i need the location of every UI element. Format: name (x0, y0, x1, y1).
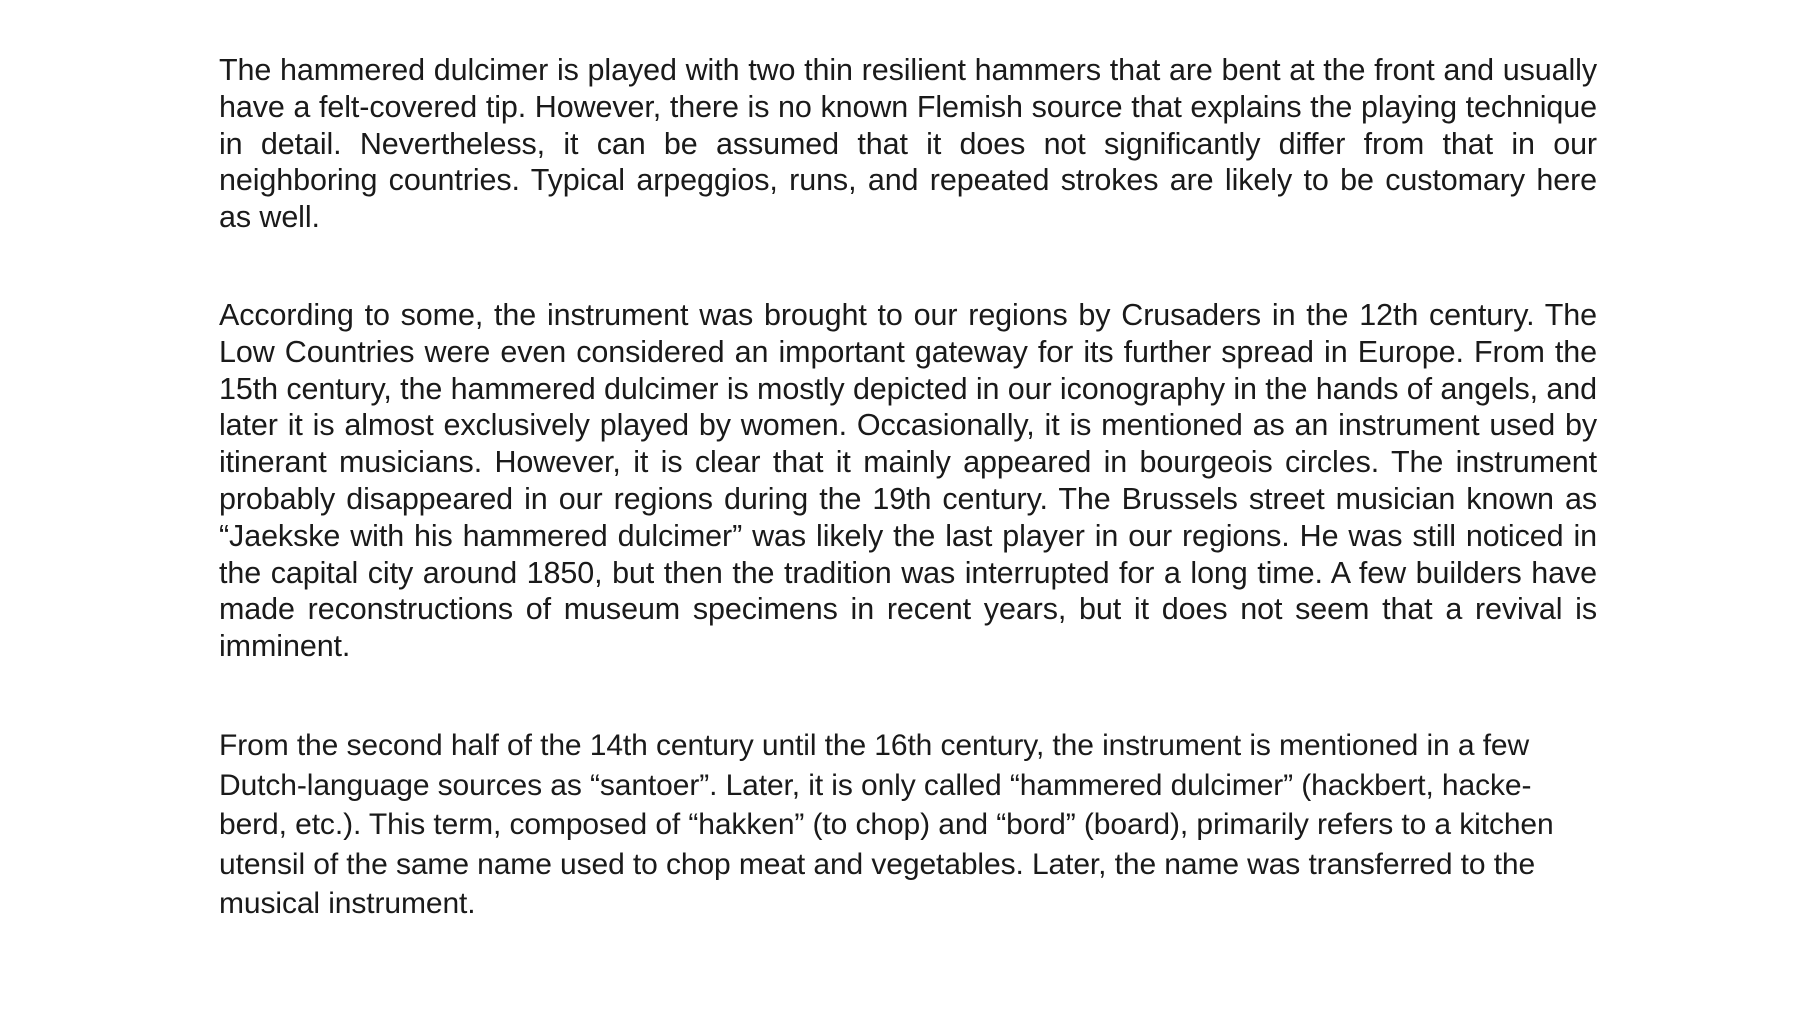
document-page (219, 52, 1597, 924)
paragraph-history: According to some, the instrument was brought to our regions by Crusaders in the 12th century. The Low Countries were even considered an important gateway for its further spread in Europe. From the 15th century, the hammered dulcimer is mostly depicted in our iconography in the hands of angels, and later it is almost exclusively played by women. Occasionally, it is mentioned as an instrument used by itinerant musicians. However, it is clear that it mainly appeared in bourgeois circles. The instrument probably disappeared in our regions during the 19th century. The Brussels street musician known as “Jaekske with his hammered dulcimer” was likely the last player in our regions. He was still noticed in the capital city around 1850, but then the tradition was interrupted for a long time. A few builders have made reconstructions of museum specimens in recent years, but it does not seem that a revival is imminent. (219, 297, 1597, 664)
paragraph-etymology: From the second half of the 14th century until the 16th century, the instrument is mentioned in a few Dutch-language sources as “santoer”. Later, it is only called “hammered dulcimer” (hackbert, hacke-berd, etc.). This term, composed of “hakken” (to chop) and “bord” (board), primarily refers to a kitchen utensil of the same name used to chop meat and vegetables. Later, the name was transferred to the musical instrument. (219, 728, 1554, 921)
paragraph-playing-technique: The hammered dulcimer is played with two thin resilient hammers that are bent at the front and usually have a felt-covered tip. However, there is no known Flemish source that explains the playing technique in detail. Nevertheless, it can be assumed that it does not significantly differ from that in our neighboring countries. Typical arpeggios, runs, and repeated strokes are likely to be customary here as well. (219, 53, 1597, 235)
